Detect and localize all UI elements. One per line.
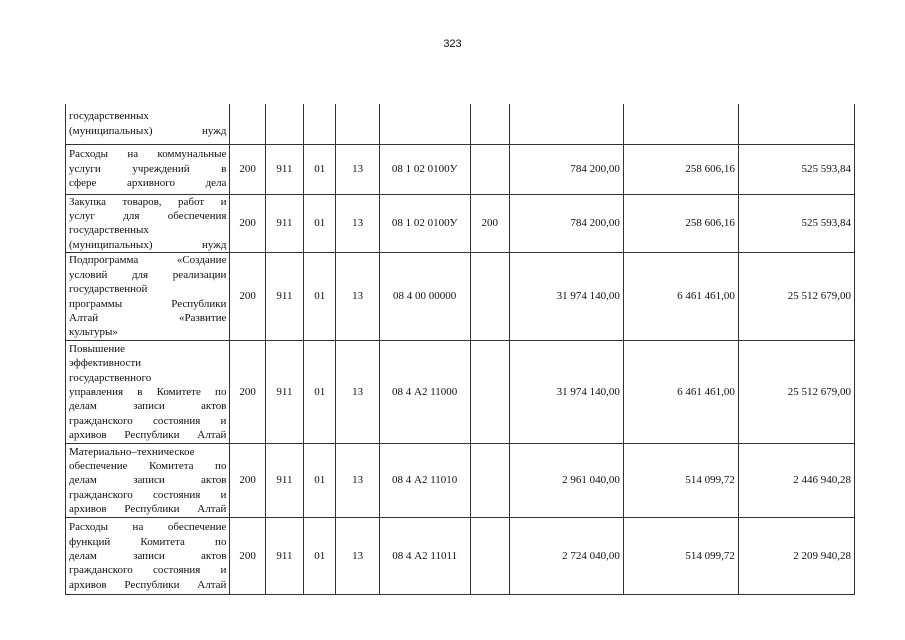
cell-description <box>66 518 230 595</box>
cell-section: 01 <box>304 518 336 595</box>
cell-grbs: 200 <box>230 253 265 341</box>
cell-subsection: 13 <box>336 518 379 595</box>
description-line: (муниципальных) нужд <box>69 238 227 251</box>
cell-grbs <box>230 104 265 144</box>
budget-table <box>65 104 855 595</box>
cell-subsection: 13 <box>336 194 379 253</box>
description-line: Подпрограмма «Создание <box>69 254 227 267</box>
cell-subsection <box>336 104 379 144</box>
description-line: Материально–техническое <box>69 445 195 458</box>
cell-target-article: 08 4 А2 11010 <box>379 444 470 518</box>
description-line: сфере архивного дела <box>69 177 227 190</box>
cell-section: 01 <box>304 144 336 194</box>
cell-ved-code: 911 <box>265 341 303 444</box>
table-row <box>66 341 855 444</box>
cell-subsection: 13 <box>336 341 379 444</box>
cell-remaining-amount <box>738 104 854 144</box>
cell-ved-code: 911 <box>265 253 303 341</box>
cell-ved-code <box>265 104 303 144</box>
cell-executed-amount: 514 099,72 <box>623 518 738 595</box>
cell-executed-amount: 514 099,72 <box>623 444 738 518</box>
description-line: Закупка товаров, работ и <box>69 195 227 208</box>
cell-remaining-amount: 25 512 679,00 <box>738 341 854 444</box>
description-line: архивов Республики Алтай <box>69 503 227 516</box>
cell-planned-amount <box>509 104 623 144</box>
description-line: государственных <box>69 224 149 237</box>
description-line: Повышение <box>69 342 126 355</box>
cell-planned-amount: 2 961 040,00 <box>509 444 623 518</box>
description-line: делам записи актов <box>69 474 227 487</box>
cell-remaining-amount: 2 446 940,28 <box>738 444 854 518</box>
cell-subsection: 13 <box>336 144 379 194</box>
cell-planned-amount: 31 974 140,00 <box>509 253 623 341</box>
cell-description <box>66 341 230 444</box>
description-line: гражданского состояния и <box>69 414 227 427</box>
cell-expense-type <box>470 144 509 194</box>
cell-expense-type <box>470 341 509 444</box>
description-line: государственных <box>69 110 149 123</box>
cell-grbs: 200 <box>230 194 265 253</box>
cell-remaining-amount: 525 593,84 <box>738 194 854 253</box>
description-line: (муниципальных) нужд <box>69 124 227 137</box>
cell-executed-amount: 258 606,16 <box>623 194 738 253</box>
description-line: Расходы на обеспечение <box>69 521 227 534</box>
cell-executed-amount: 258 606,16 <box>623 144 738 194</box>
cell-expense-type <box>470 104 509 144</box>
cell-ved-code: 911 <box>265 518 303 595</box>
cell-ved-code: 911 <box>265 444 303 518</box>
cell-description <box>66 253 230 341</box>
cell-target-article: 08 4 00 00000 <box>379 253 470 341</box>
cell-section: 01 <box>304 253 336 341</box>
cell-ved-code: 911 <box>265 144 303 194</box>
cell-target-article: 08 1 02 0100У <box>379 194 470 253</box>
cell-target-article: 08 4 А2 11000 <box>379 341 470 444</box>
cell-executed-amount: 6 461 461,00 <box>623 341 738 444</box>
description-line: обеспечение Комитета по <box>69 460 227 473</box>
cell-planned-amount: 31 974 140,00 <box>509 341 623 444</box>
description-line: Расходы на коммунальные <box>69 148 227 161</box>
table-row <box>66 194 855 253</box>
description-line: программы Республики <box>69 297 227 310</box>
cell-subsection: 13 <box>336 444 379 518</box>
cell-grbs: 200 <box>230 341 265 444</box>
description-line: делам записи актов <box>69 400 227 413</box>
description-line: архивов Республики Алтай <box>69 578 227 591</box>
cell-subsection: 13 <box>336 253 379 341</box>
cell-section: 01 <box>304 444 336 518</box>
page-number: 323 <box>443 38 462 50</box>
description-line: гражданского состояния и <box>69 564 227 577</box>
cell-expense-type <box>470 518 509 595</box>
table-row <box>66 518 855 595</box>
cell-grbs: 200 <box>230 518 265 595</box>
cell-section <box>304 104 336 144</box>
description-line: государственной <box>69 283 148 296</box>
description-line: управления в Комитете по <box>69 385 227 398</box>
cell-expense-type: 200 <box>470 194 509 253</box>
cell-expense-type <box>470 444 509 518</box>
cell-grbs: 200 <box>230 144 265 194</box>
table-row <box>66 253 855 341</box>
cell-description <box>66 194 230 253</box>
cell-target-article: 08 4 А2 11011 <box>379 518 470 595</box>
cell-target-article: 08 1 02 0100У <box>379 144 470 194</box>
description-line: архивов Республики Алтай <box>69 429 227 442</box>
cell-section: 01 <box>304 341 336 444</box>
cell-executed-amount <box>623 104 738 144</box>
cell-section: 01 <box>304 194 336 253</box>
cell-planned-amount: 784 200,00 <box>509 194 623 253</box>
description-line: делам записи актов <box>69 549 227 562</box>
cell-remaining-amount: 25 512 679,00 <box>738 253 854 341</box>
description-line: услуг для обеспечения <box>69 209 227 222</box>
table-row <box>66 104 855 144</box>
description-line: государственного <box>69 371 152 384</box>
description-line: культуры» <box>69 326 118 339</box>
description-line: гражданского состояния и <box>69 488 227 501</box>
description-line: Алтай «Развитие <box>69 312 227 325</box>
cell-target-article <box>379 104 470 144</box>
cell-ved-code: 911 <box>265 194 303 253</box>
cell-description <box>66 444 230 518</box>
cell-planned-amount: 784 200,00 <box>509 144 623 194</box>
table-row <box>66 444 855 518</box>
description-line: услуги учреждений в <box>69 162 227 175</box>
cell-description <box>66 104 230 144</box>
cell-grbs: 200 <box>230 444 265 518</box>
cell-remaining-amount: 2 209 940,28 <box>738 518 854 595</box>
cell-description <box>66 144 230 194</box>
description-line: функций Комитета по <box>69 535 227 548</box>
cell-expense-type <box>470 253 509 341</box>
cell-planned-amount: 2 724 040,00 <box>509 518 623 595</box>
cell-remaining-amount: 525 593,84 <box>738 144 854 194</box>
table-row <box>66 144 855 194</box>
description-line: условий для реализации <box>69 268 227 281</box>
description-line: эффективности <box>69 357 142 370</box>
cell-executed-amount: 6 461 461,00 <box>623 253 738 341</box>
